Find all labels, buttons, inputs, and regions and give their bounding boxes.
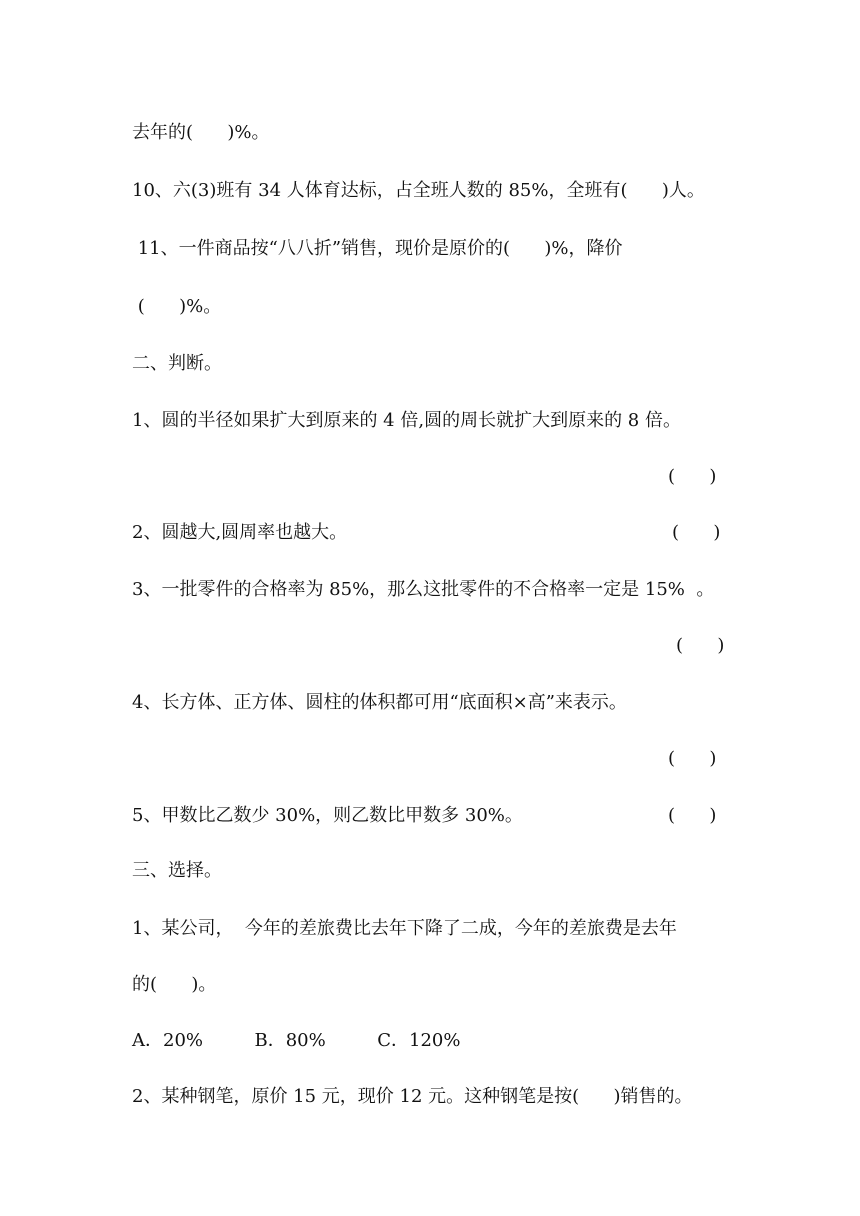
section-3-title: 三、选择。 [132,860,222,881]
judge-5-answer-paren: ( ) [668,805,717,826]
judge-5: 5、甲数比乙数少 30%，则乙数比甲数多 30%。 [132,805,523,826]
question-10: 10、六(3)班有 34 人体育达标，占全班人数的 85%，全班有( )人。 [132,180,705,201]
judge-1-answer-paren: ( ) [668,466,717,487]
judge-2-answer-paren: ( ) [672,522,721,543]
judge-3: 3、一批零件的合格率为 85%，那么这批零件的不合格率一定是 15% 。 [132,579,715,600]
section-2-title: 二、判断。 [132,353,222,374]
text-line-1: 去年的( )%。 [132,122,270,143]
judge-2: 2、圆越大,圆周率也越大。 [132,522,348,543]
choice-2: 2、某种钢笔，原价 15 元，现价 12 元。这种钢笔是按( )销售的。 [132,1086,693,1107]
judge-3-answer-paren: ( ) [676,635,725,656]
choice-1-line-1: 1、某公司， 今年的差旅费比去年下降了二成，今年的差旅费是去年 [132,918,677,939]
choice-1-line-2: 的( )。 [132,974,217,995]
judge-4-answer-paren: ( ) [668,748,717,769]
choice-1-options: A．20% B．80% C．120% [132,1030,461,1051]
judge-1: 1、圆的半径如果扩大到原来的 4 倍,圆的周长就扩大到原来的 8 倍。 [132,410,681,431]
judge-4: 4、长方体、正方体、圆柱的体积都可用“底面积×高”来表示。 [132,692,627,713]
question-11-line-1: 11、一件商品按“八八折”销售，现价是原价的( )%，降价 [132,238,623,259]
question-11-line-2: ( )%。 [132,296,222,317]
